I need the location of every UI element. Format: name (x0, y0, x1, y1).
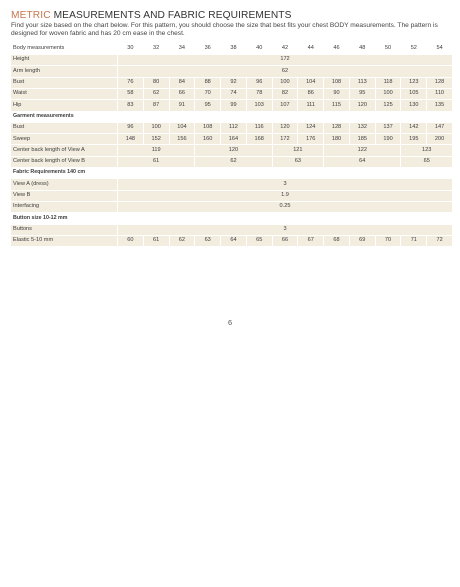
size-cell: 42 (273, 44, 298, 54)
value-cell: 69 (350, 236, 375, 246)
value-cell: 115 (324, 100, 349, 110)
size-cell: 46 (324, 44, 349, 54)
value-cell: 105 (401, 89, 426, 99)
section-title: Fabric Requirements 140 cm (11, 168, 452, 178)
row-label: Buttons (11, 225, 117, 235)
value-cell: 152 (144, 134, 169, 144)
page-number: 6 (227, 318, 233, 327)
value-cell: 124 (298, 123, 323, 133)
body-row (11, 66, 452, 76)
value-cell: 84 (170, 78, 195, 88)
row-label: View A (dress) (11, 179, 117, 189)
value-cell: 195 (401, 134, 426, 144)
row-value: 62 (118, 66, 452, 76)
value-cell: 107 (273, 100, 298, 110)
value-cell: 87 (144, 100, 169, 110)
value-cell: 137 (376, 123, 401, 133)
group-value: 123 (401, 145, 452, 155)
fabric-row (11, 191, 452, 201)
value-cell: 80 (144, 78, 169, 88)
garment-section-header (11, 112, 452, 122)
header-label: Body measurements (11, 44, 117, 54)
value-cell: 172 (273, 134, 298, 144)
value-cell: 66 (170, 89, 195, 99)
body-row (11, 89, 452, 99)
group-value: 121 (273, 145, 324, 155)
value-cell: 91 (170, 100, 195, 110)
row-label: Interfacing (11, 202, 117, 212)
size-cell: 44 (298, 44, 323, 54)
value-cell: 90 (324, 89, 349, 99)
value-cell: 147 (427, 123, 452, 133)
value-cell: 108 (195, 123, 220, 133)
value-cell: 70 (376, 236, 401, 246)
value-cell: 185 (350, 134, 375, 144)
value-cell: 113 (350, 78, 375, 88)
value-cell: 104 (298, 78, 323, 88)
value-cell: 120 (273, 123, 298, 133)
value-cell: 128 (324, 123, 349, 133)
group-value: 63 (273, 157, 324, 167)
value-cell: 71 (401, 236, 426, 246)
row-value: 172 (118, 55, 452, 65)
body-row (11, 100, 452, 110)
size-cell: 38 (221, 44, 246, 54)
value-cell: 120 (350, 100, 375, 110)
value-cell: 190 (376, 134, 401, 144)
value-cell: 142 (401, 123, 426, 133)
value-cell: 60 (118, 236, 143, 246)
value-cell: 168 (247, 134, 272, 144)
size-chart (10, 43, 453, 247)
value-cell: 66 (273, 236, 298, 246)
value-cell: 70 (195, 89, 220, 99)
value-cell: 100 (144, 123, 169, 133)
size-cell: 36 (195, 44, 220, 54)
value-cell: 164 (221, 134, 246, 144)
value-cell: 62 (170, 236, 195, 246)
value-cell: 58 (118, 89, 143, 99)
row-label: Sweep (11, 134, 117, 144)
fabric-row (11, 202, 452, 212)
group-value: 122 (324, 145, 400, 155)
button-section-header (11, 213, 452, 223)
value-cell: 72 (427, 236, 452, 246)
row-label: Hip (11, 100, 117, 110)
elastic-row (11, 236, 452, 246)
garment-row (11, 134, 452, 144)
button-row (11, 225, 452, 235)
value-cell: 65 (247, 236, 272, 246)
value-cell: 100 (273, 78, 298, 88)
value-cell: 110 (427, 89, 452, 99)
row-label: View B (11, 191, 117, 201)
value-cell: 104 (170, 123, 195, 133)
size-cell: 48 (350, 44, 375, 54)
value-cell: 156 (170, 134, 195, 144)
value-cell: 99 (221, 100, 246, 110)
value-cell: 108 (324, 78, 349, 88)
value-cell: 96 (247, 78, 272, 88)
row-label: Center back length of View B (11, 157, 117, 167)
row-label: Elastic 5-10 mm (11, 236, 117, 246)
value-cell: 83 (118, 100, 143, 110)
value-cell: 125 (376, 100, 401, 110)
value-cell: 128 (427, 78, 452, 88)
value-cell: 130 (401, 100, 426, 110)
body-row (11, 78, 452, 88)
value-cell: 96 (118, 123, 143, 133)
value-cell: 95 (350, 89, 375, 99)
body-row (11, 55, 452, 65)
value-cell: 74 (221, 89, 246, 99)
size-header-row (11, 44, 452, 54)
value-cell: 135 (427, 100, 452, 110)
value-cell: 86 (298, 89, 323, 99)
row-label: Waist (11, 89, 117, 99)
value-cell: 180 (324, 134, 349, 144)
value-cell: 160 (195, 134, 220, 144)
value-cell: 95 (195, 100, 220, 110)
value-cell: 100 (376, 89, 401, 99)
value-cell: 200 (427, 134, 452, 144)
value-cell: 176 (298, 134, 323, 144)
center-back-row (11, 157, 452, 167)
group-value: 65 (401, 157, 452, 167)
size-cell: 52 (401, 44, 426, 54)
garment-row (11, 123, 452, 133)
fabric-section-header (11, 168, 452, 178)
row-value: 3 (118, 225, 452, 235)
value-cell: 132 (350, 123, 375, 133)
size-cell: 30 (118, 44, 143, 54)
row-value: 0.25 (118, 202, 452, 212)
group-value: 64 (324, 157, 400, 167)
value-cell: 116 (247, 123, 272, 133)
value-cell: 103 (247, 100, 272, 110)
title-accent: METRIC (11, 10, 51, 21)
value-cell: 92 (221, 78, 246, 88)
value-cell: 78 (247, 89, 272, 99)
center-back-row (11, 145, 452, 155)
group-value: 120 (195, 145, 271, 155)
value-cell: 68 (324, 236, 349, 246)
value-cell: 62 (144, 89, 169, 99)
value-cell: 63 (195, 236, 220, 246)
fabric-row (11, 179, 452, 189)
intro-text: Find your size based on the chart below. For this pattern, you should choose the size that best fits your chest BODY measurements. The pattern is designed for woven fabric and has 20 cm ease in the chest. (11, 22, 438, 38)
row-value: 1.9 (118, 191, 452, 201)
size-cell: 34 (170, 44, 195, 54)
value-cell: 64 (221, 236, 246, 246)
value-cell: 61 (144, 236, 169, 246)
value-cell: 123 (401, 78, 426, 88)
value-cell: 118 (376, 78, 401, 88)
size-cell: 54 (427, 44, 452, 54)
value-cell: 82 (273, 89, 298, 99)
row-label: Arm length (11, 66, 117, 76)
size-cell: 40 (247, 44, 272, 54)
page-title (11, 10, 451, 22)
value-cell: 148 (118, 134, 143, 144)
row-label: Bust (11, 78, 117, 88)
size-cell: 50 (376, 44, 401, 54)
title-rest: MEASUREMENTS AND FABRIC REQUIREMENTS (50, 10, 292, 21)
section-title: Garment measurements (11, 112, 452, 122)
section-title: Button size 10-12 mm (11, 213, 452, 223)
value-cell: 111 (298, 100, 323, 110)
value-cell: 76 (118, 78, 143, 88)
row-label: Bust (11, 123, 117, 133)
value-cell: 67 (298, 236, 323, 246)
row-value: 3 (118, 179, 452, 189)
row-label: Center back length of View A (11, 145, 117, 155)
group-value: 62 (195, 157, 271, 167)
group-value: 61 (118, 157, 194, 167)
measurements-page (11, 10, 451, 247)
row-label: Height (11, 55, 117, 65)
value-cell: 88 (195, 78, 220, 88)
group-value: 119 (118, 145, 194, 155)
size-cell: 32 (144, 44, 169, 54)
value-cell: 112 (221, 123, 246, 133)
